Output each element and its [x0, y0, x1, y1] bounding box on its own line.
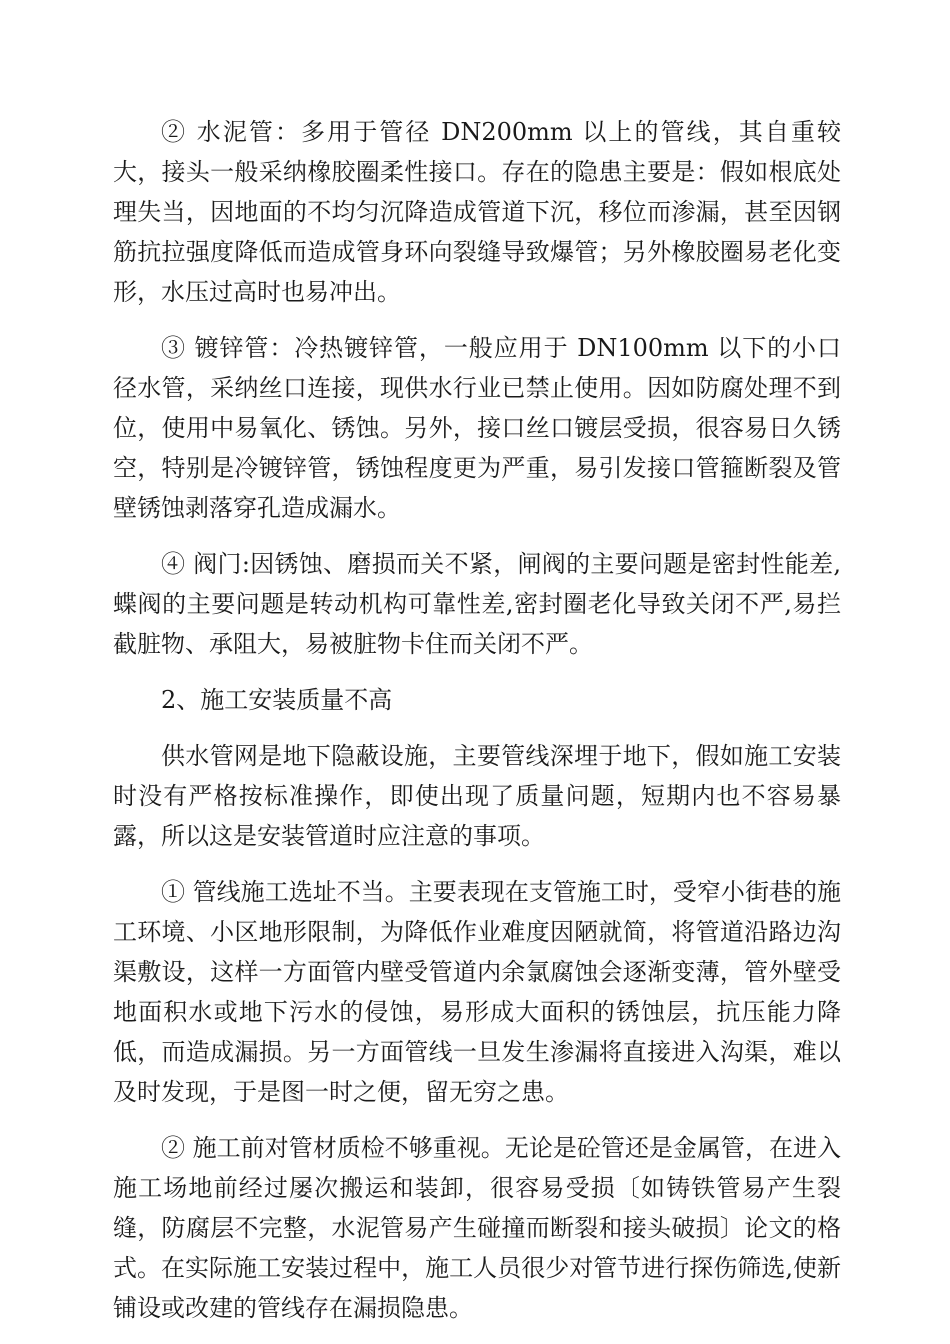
paragraph-site-selection: ① 管线施工选址不当。主要表现在支管施工时，受窄小街巷的施工环境、小区地形限制，为降低作业难度因陋就简，将管道沿路边沟渠敷设，这样一方面管内壁受管道内余氯腐蚀会逐渐变薄，管外壁受地面积水或地下污水的侵蚀，易形成大面积的锈蚀层，抗压能力降低，而造成漏损。另一方面管线一旦发生渗漏将直接进入沟渠，难以及时发现，于是图一时之便，留无穷之患。: [113, 878, 841, 1106]
document-body: [113, 112, 841, 1344]
section-heading-construction-quality: 2、施工安装质量不高: [161, 686, 393, 714]
paragraph-network-intro: 供水管网是地下隐蔽设施，主要管线深埋于地下，假如施工安装时没有严格按标准操作，即使出现了质量问题，短期内也不容易暴露，所以这是安装管道时应注意的事项。: [113, 742, 841, 850]
paragraph-galvanized-pipe: ③ 镀锌管：冷热镀锌管，一般应用于 DN100mm 以下的小口径水管，采纳丝口连接，现供水行业已禁止使用。因如防腐处理不到位，使用中易氧化、锈蚀。另外，接口丝口镀层受损，很容易日久锈空，特别是冷镀锌管，锈蚀程度更为严重，易引发接口管箍断裂及管壁锈蚀剥落穿孔造成漏水。: [113, 334, 841, 522]
paragraph-valve: ④ 阀门:因锈蚀、磨损而关不紧，闸阀的主要问题是密封性能差,蝶阀的主要问题是转动机构可靠性差,密封圈老化导致关闭不严,易拦截脏物、承阻大，易被脏物卡住而关闭不严。: [113, 550, 841, 658]
paragraph-cement-pipe: ② 水泥管：多用于管径 DN200mm 以上的管线，其自重较大，接头一般采纳橡胶圈柔性接口。存在的隐患主要是：假如根底处理失当，因地面的不均匀沉降造成管道下沉，移位而渗漏，甚至因钢筋抗拉强度降低而造成管身环向裂缝导致爆管；另外橡胶圈易老化变形，水压过高时也易冲出。: [113, 118, 841, 306]
paragraph-material-inspection: ② 施工前对管材质检不够重视。无论是砼管还是金属管，在进入施工场地前经过屡次搬运和装卸，很容易受损〔如铸铁管易产生裂缝，防腐层不完整，水泥管易产生碰撞而断裂和接头破损〕论文的格式。在实际施工安装过程中，施工人员很少对管节进行探伤筛选,使新铺设或改建的管线存在漏损隐患。: [113, 1134, 841, 1322]
